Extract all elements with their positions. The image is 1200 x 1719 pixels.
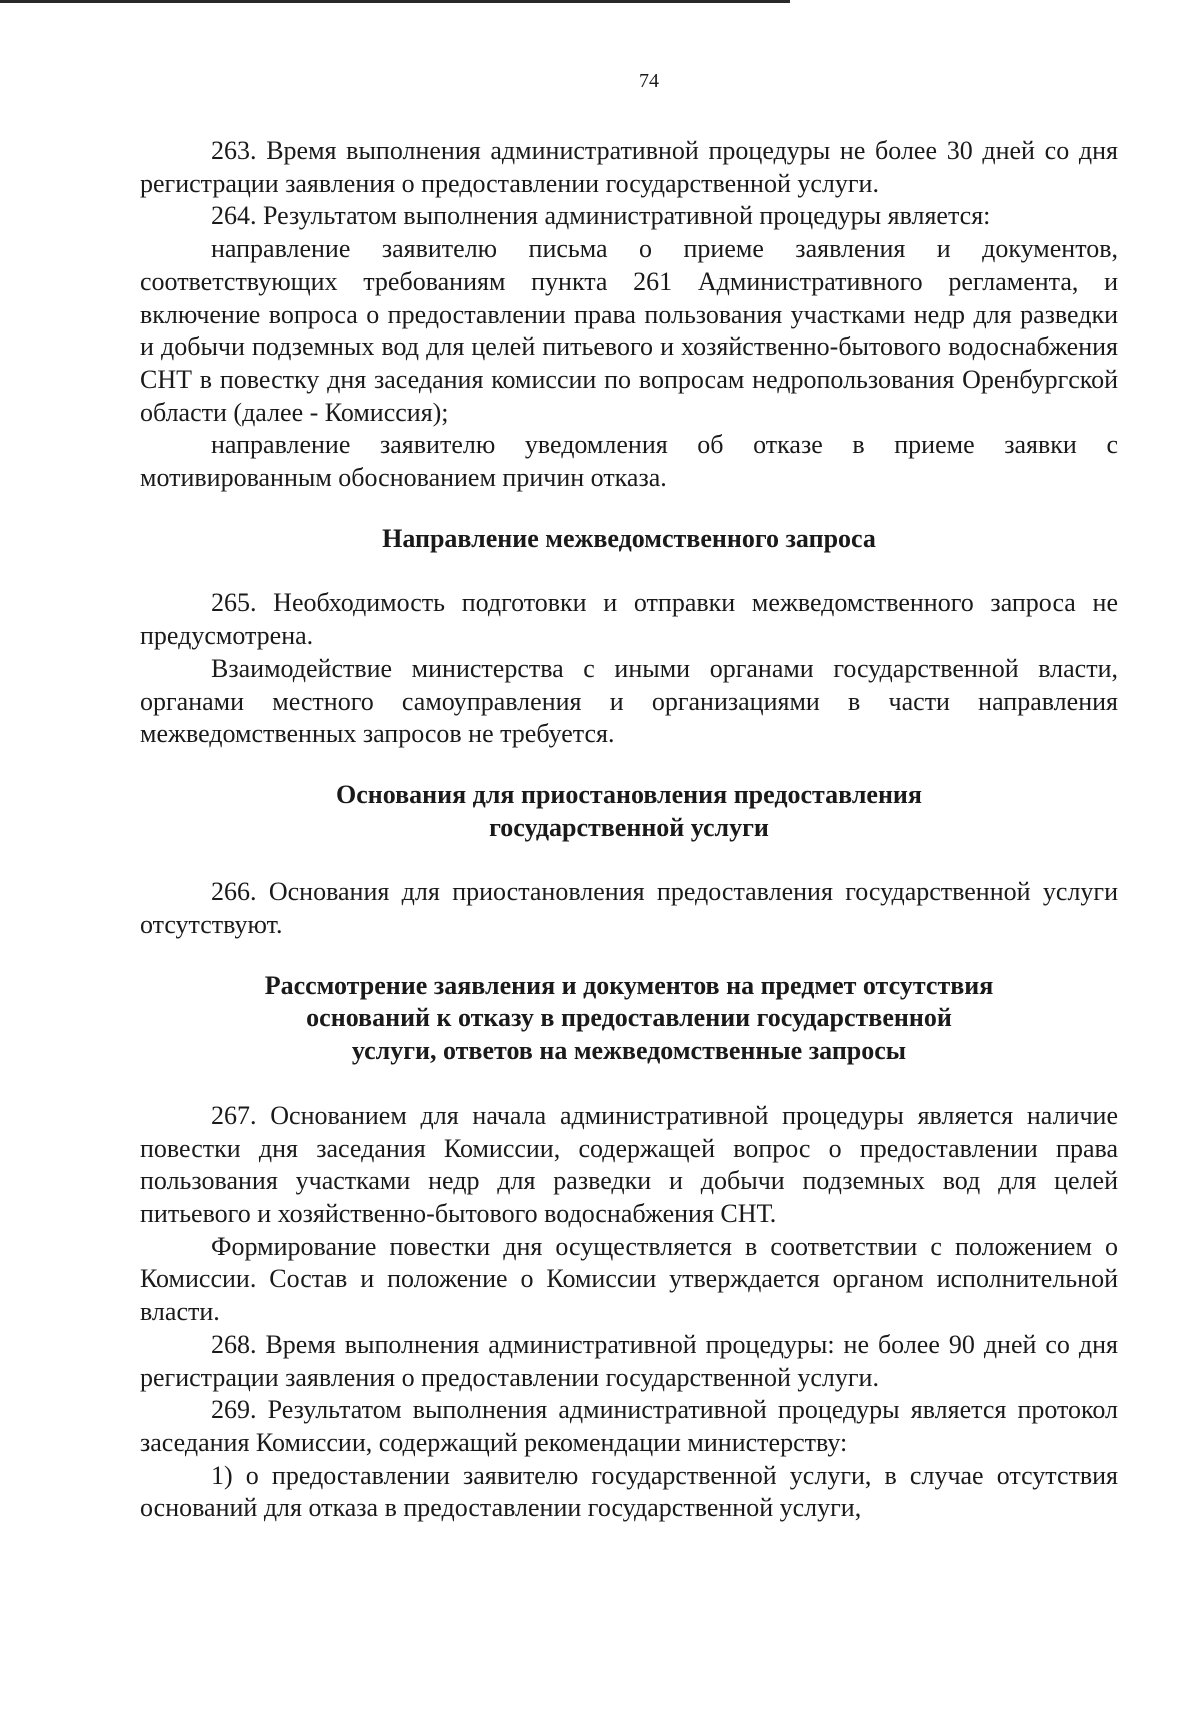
section-263-264	[140, 135, 1118, 495]
section-267-269	[140, 1100, 1118, 1525]
paragraph-263: 263. Время выполнения административной процедуры не более 30 дней со дня регистрации заявления о предоставлении государственной услуги.	[140, 136, 1118, 198]
paragraph-264-result-1: направление заявителю письма о приеме заявления и документов, соответствующих требованиям пункта 261 Административного регламента, и включение вопроса о предоставлении права пользования участками недр для разведки и добычи подземных вод для целей питьевого и хозяйственно-бытового водоснабжения СНТ в повестку дня заседания комиссии по вопросам недропользования Оренбургской области (далее - Комиссия);	[140, 234, 1118, 427]
heading-line: услуги, ответов на межведомственные запросы	[351, 1036, 907, 1066]
paragraph-264: 264. Результатом выполнения административной процедуры является:	[211, 201, 991, 231]
heading-application-review	[140, 970, 1118, 1068]
heading-line: Основания для приостановления предоставления	[336, 779, 922, 809]
page-number: 74	[639, 70, 659, 92]
heading-interagency-request: Направление межведомственного запроса	[382, 523, 876, 553]
document-page	[140, 70, 1118, 1525]
paragraph-266: 266. Основания для приостановления предоставления государственной услуги отсутствуют.	[140, 877, 1118, 940]
paragraph-265-interaction: Взаимодействие министерства с иными органами государственной власти, органами местного самоуправления и организациями в части направления межведомственных запросов не требуется.	[140, 653, 1118, 749]
paragraph-265: 265. Необходимость подготовки и отправки межведомственного запроса не предусмотрена.	[140, 588, 1118, 651]
heading-line: Рассмотрение заявления и документов на предмет отсутствия	[264, 970, 994, 1000]
heading-suspension-grounds	[140, 779, 1118, 844]
heading-line: оснований к отказу в предоставлении государственной	[306, 1003, 952, 1033]
paragraph-268: 268. Время выполнения административной процедуры: не более 90 дней со дня регистрации заявления о предоставлении государственной услуги.	[140, 1329, 1118, 1392]
section-265	[140, 587, 1118, 751]
section-266	[140, 876, 1118, 941]
paragraph-264-result-2: направление заявителю уведомления об отказе в приеме заявки с мотивированным обоснованием причин отказа.	[140, 430, 1118, 493]
paragraph-267-agenda: Формирование повестки дня осуществляется в соответствии с положением о Комиссии. Состав и положение о Комиссии утверждается органом исполнительной власти.	[140, 1231, 1118, 1327]
heading-line: государственной услуги	[489, 812, 769, 842]
paragraph-269: 269. Результатом выполнения административной процедуры является протокол заседания Комиссии, содержащий рекомендации министерству:	[140, 1395, 1118, 1457]
scan-edge	[0, 0, 790, 3]
paragraph-269-item-1: 1) о предоставлении заявителю государственной услуги, в случае отсутствия оснований для отказа в предоставлении государственной услуги,	[140, 1460, 1118, 1523]
paragraph-267: 267. Основанием для начала административной процедуры является наличие повестки дня заседания Комиссии, содержащей вопрос о предоставлении права пользования участками недр для разведки и добычи подземных вод для целей питьевого и хозяйственно-бытового водоснабжения СНТ.	[140, 1100, 1118, 1228]
